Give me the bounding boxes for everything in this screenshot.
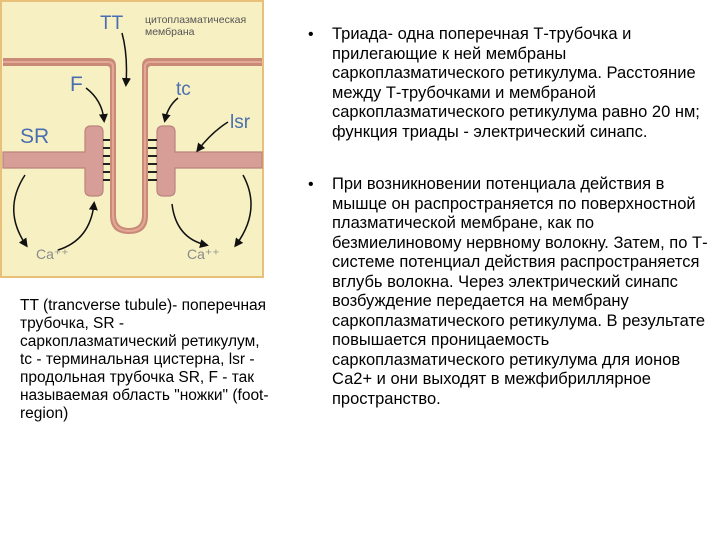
diagram-caption: TT (trancverse tubule)- поперечная трубочка, SR - саркоплазматический ретикулум, tc - терминальная цистерна, lsr - продольная трубочка SR, F - так называемая область "ножки" (foot-region) [20,297,269,422]
bullet-item-triad [298,25,714,142]
bullet-dot: • [308,26,314,43]
bullet-text: При возникновении потенциала действия в мышце он распространяется по поверхностной плазматической мембране, как по безмиелиновому нервному волокну. Затем, по Т-системе потенциал действия распространяется вглубь волокна. Через электрический синапс возбуждение передается на мембрану саркоплазматического ретикулума. В результате повышается проницаемость саркоплазматического ретикулума для ионов Са2+ и они выходят в межфибриллярное пространство. [332,175,708,408]
label-ca-right: Ca⁺⁺ [187,246,220,262]
label-membrane: цитоплазматическая мембрана [145,14,247,38]
bullet-item-action-potential [298,175,714,409]
label-f: F [70,73,83,96]
label-lsr: lsr [230,112,251,133]
bullet-list [298,25,714,409]
label-ca-left: Ca⁺⁺ [36,246,69,262]
label-tt: TT [100,13,124,34]
label-sr: SR [20,125,50,148]
bullet-text: Триада- одна поперечная Т-трубочка и прилегающие к ней мембраны саркоплазматического ретикулума. Расстояние между Т-трубочками и мембраной саркоплазматического ретикулума равно 20 нм; функция триады - электрический синапс. [332,25,700,141]
label-tc: tc [176,79,191,100]
triad-diagram [0,0,268,280]
bullet-dot: • [308,176,314,193]
